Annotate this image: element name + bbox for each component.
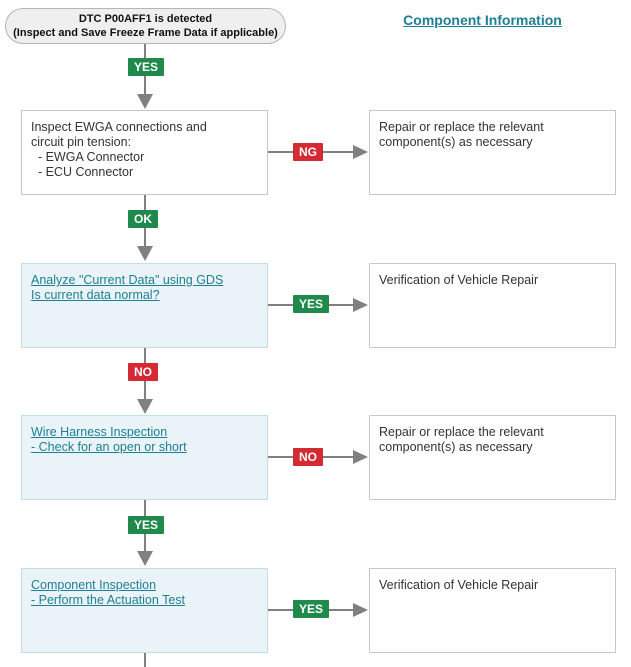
step1-line4: - ECU Connector	[31, 165, 134, 179]
step2-link-line1[interactable]: Analyze "Current Data" using GDS	[31, 273, 224, 287]
step3-result-line2: component(s) as necessary	[379, 440, 533, 454]
step2-result-verification	[369, 263, 616, 348]
badge-start-yes: YES	[128, 58, 164, 76]
step3-link-line1[interactable]: Wire Harness Inspection	[31, 425, 168, 439]
badge-step4-yes: YES	[293, 600, 329, 618]
step4-link-line1[interactable]: Component Inspection	[31, 578, 157, 592]
badge-step2-yes: YES	[293, 295, 329, 313]
arrowhead-step2	[137, 246, 153, 261]
start-dtc-detected	[5, 8, 286, 44]
arrowhead-step3	[137, 399, 153, 414]
arrowhead-step4-right	[353, 603, 368, 617]
arrowhead-step1	[137, 94, 153, 109]
badge-step3-yes: YES	[128, 516, 164, 534]
badge-step3-no: NO	[293, 448, 323, 466]
arrowhead-step2-right	[353, 298, 368, 312]
component-information-link[interactable]: Component Information	[403, 12, 562, 28]
step2-link-line2[interactable]: Is current data normal?	[31, 288, 160, 302]
badge-step1-ok: OK	[128, 210, 158, 228]
step4-link-line2[interactable]: - Perform the Actuation Test	[31, 593, 186, 607]
step4-component-inspection	[21, 568, 268, 653]
arrowhead-step3-right	[353, 450, 368, 464]
step1-inspect-ewga	[21, 110, 268, 195]
start-line1: DTC P00AFF1 is detected	[78, 13, 213, 25]
step1-result-line1: Repair or replace the relevant	[379, 120, 544, 134]
step1-result-line2: component(s) as necessary	[379, 135, 533, 149]
badge-step2-no: NO	[128, 363, 158, 381]
badge-step1-ng: NG	[293, 143, 323, 161]
start-line2: (Inspect and Save Freeze Frame Data if applicable)	[13, 27, 278, 39]
step2-result-line1: Verification of Vehicle Repair	[379, 273, 539, 287]
arrowhead-step1-right	[353, 145, 368, 159]
step3-link-line2[interactable]: - Check for an open or short	[31, 440, 187, 454]
step2-analyze-current-data	[21, 263, 268, 348]
step1-line1: Inspect EWGA connections and	[31, 120, 207, 134]
step3-wire-harness-inspection	[21, 415, 268, 500]
arrowhead-step4	[137, 551, 153, 566]
step3-result-repair	[369, 415, 616, 500]
step1-result-repair	[369, 110, 616, 195]
step4-result-line1: Verification of Vehicle Repair	[379, 578, 539, 592]
step1-line3: - EWGA Connector	[31, 150, 145, 164]
step4-result-verification	[369, 568, 616, 653]
step1-line2: circuit pin tension:	[31, 135, 132, 149]
step3-result-line1: Repair or replace the relevant	[379, 425, 544, 439]
